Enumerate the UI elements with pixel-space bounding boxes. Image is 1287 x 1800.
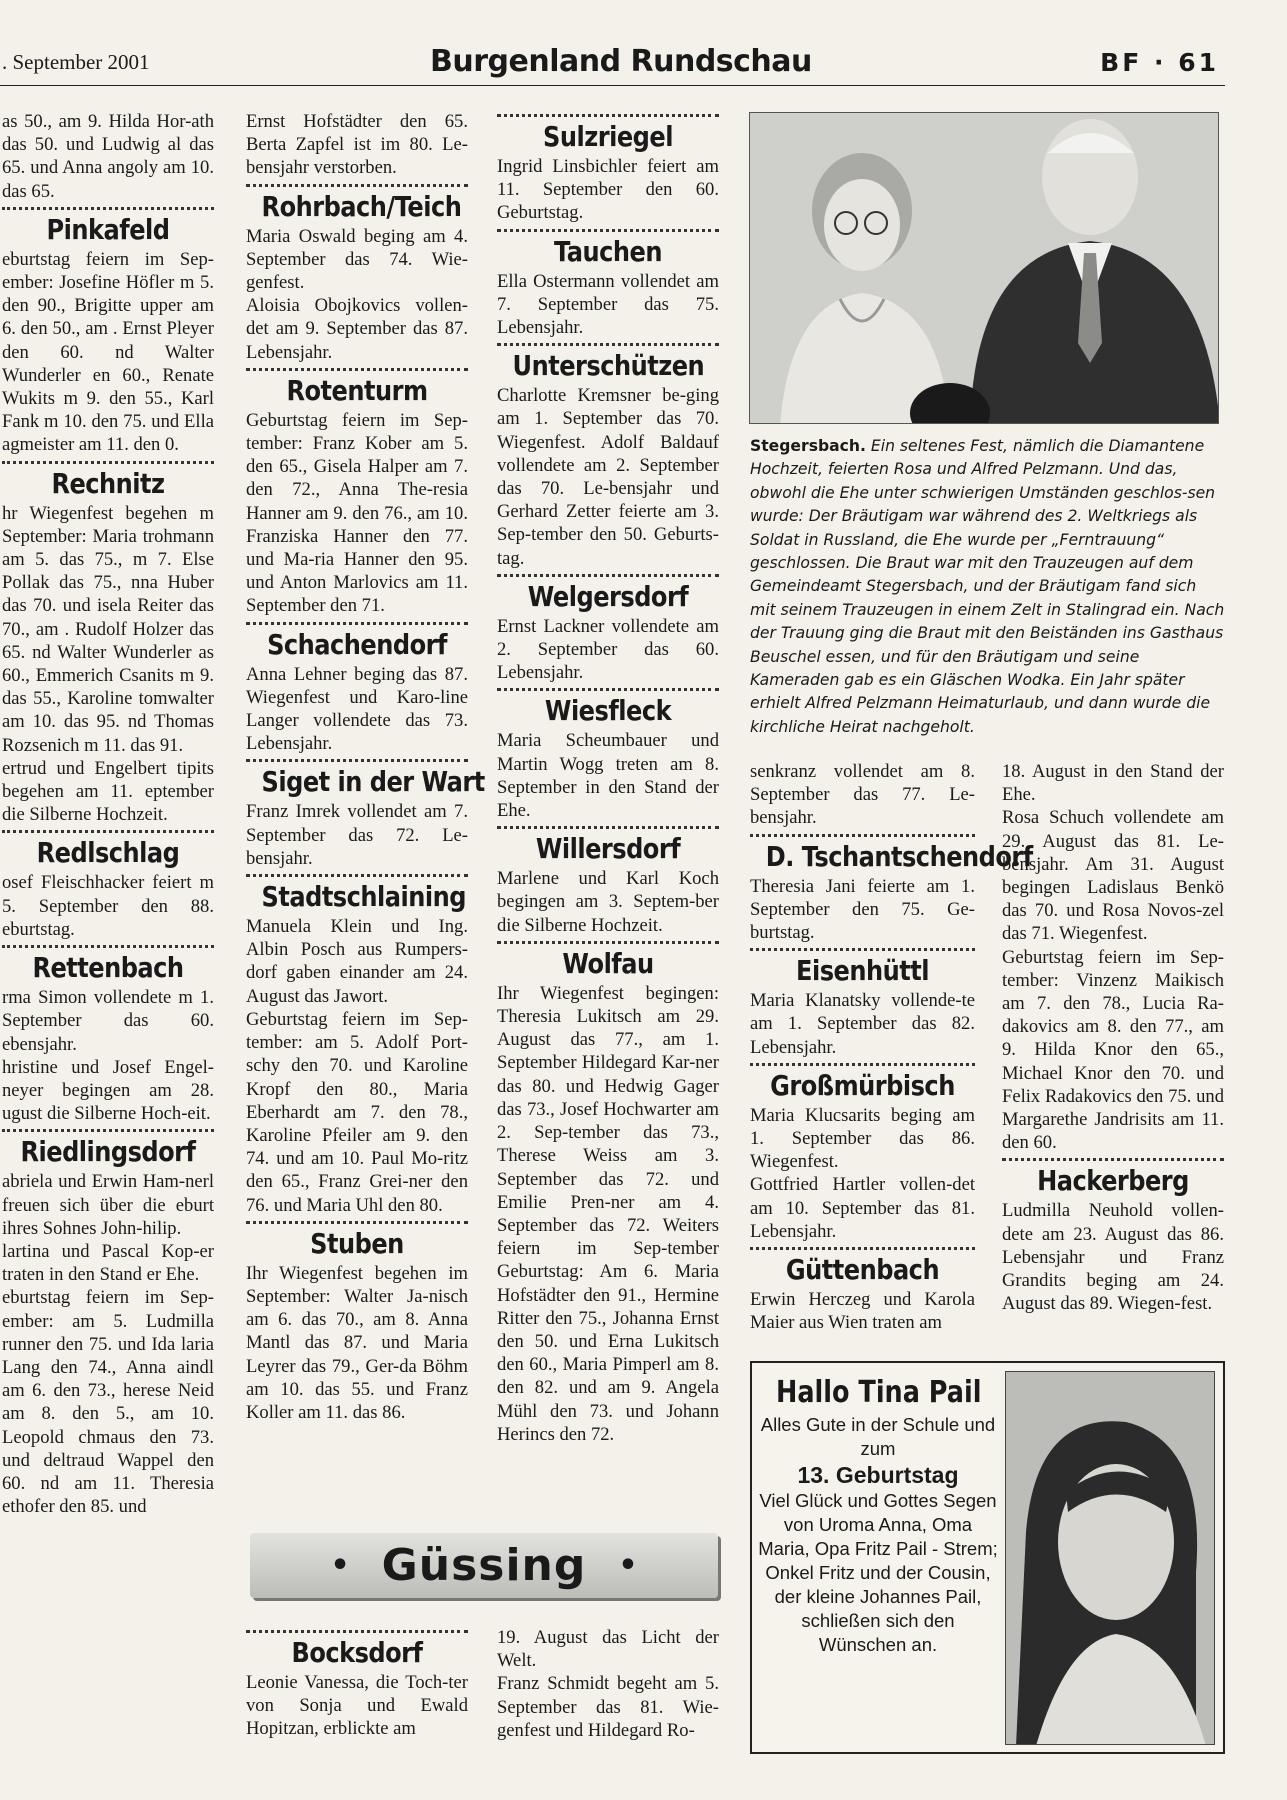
- greeting-text: [758, 1373, 998, 1657]
- greeting-line-1: Alles Gute in der Schule und zum: [760, 1414, 996, 1459]
- news-paragraph: as 50., am 9. Hilda Hor-ath das 50. und Ludwig al das 65. und Anna angoly am 10. das 65.: [2, 111, 214, 202]
- locality-heading: Rechnitz: [51, 466, 165, 500]
- locality-heading: Wiesfleck: [544, 694, 672, 728]
- news-paragraph: Ihr Wiegenfest begehen im September: Walter Ja-nisch am 6. das 70., am 8. Anna Mantl das 87. und Maria Leyrer das 79., Ger-da Böhm am 10. das 55. und Franz Koller am 11. das 86.: [246, 1262, 468, 1423]
- locality-heading: Bocksdorf: [291, 1636, 423, 1669]
- banner-title: Güssing: [381, 1540, 587, 1591]
- news-paragraph: 19. August das Licht der Welt.: [497, 1627, 719, 1672]
- news-paragraph: Geburtstag feiern im Sep-tember: Vinzenz Maikisch am 7. den 78., Lucia Ra-dakovics am 8. den 77., am 9. Hilda Knor den 65., Michael Knor den 70. und Felix Radakovics den 75. und Margarethe Jandrisits am 11. den 60.: [1002, 946, 1224, 1154]
- caption-place: Stegersbach.: [750, 437, 866, 455]
- dotted-separator: [246, 1630, 468, 1633]
- news-paragraph: Aloisia Obojkovics vollen-det am 9. September das 87. Lebensjahr.: [246, 295, 468, 363]
- news-paragraph: Ella Ostermann vollendet am 7. September das 75. Lebensjahr.: [497, 270, 719, 339]
- dotted-separator: [246, 622, 468, 625]
- couple-photo: [749, 112, 1219, 424]
- dotted-separator: [246, 759, 468, 762]
- locality-heading: Stuben: [310, 1226, 404, 1260]
- locality-heading: Rohrbach/Teich: [261, 189, 462, 223]
- news-paragraph: Erwin Herczeg und Karola Maier aus Wien traten am: [750, 1289, 975, 1334]
- dotted-separator: [246, 874, 468, 877]
- dotted-separator: [246, 1221, 468, 1224]
- column-4: [750, 760, 1033, 1334]
- issue-date: . September 2001: [2, 50, 150, 74]
- dotted-separator: [497, 343, 719, 346]
- banner-bullet-right: •: [618, 1548, 638, 1583]
- news-paragraph: ertrud und Engelbert tipits begehen am 11. eptember die Silberne Hochzeit.: [2, 757, 214, 826]
- dotted-separator: [750, 1247, 975, 1250]
- dotted-separator: [497, 114, 719, 117]
- news-paragraph: Ludmilla Neuhold vollen-dete am 23. August das 86. Lebensjahr und Franz Grandits beging am 24. August das 89. Wiegen-fest.: [1002, 1200, 1224, 1315]
- news-paragraph: Marlene und Karl Koch begingen am 3. Septem-ber die Silberne Hochzeit.: [497, 868, 719, 936]
- column-2: [246, 110, 485, 1424]
- dotted-separator: [750, 1063, 975, 1066]
- news-paragraph: Leonie Vanessa, die Toch-ter von Sonja und Ewald Hopitzan, erblickte am: [246, 1672, 468, 1740]
- locality-heading: Sulzriegel: [543, 120, 673, 153]
- dotted-separator: [497, 229, 719, 232]
- news-paragraph: hr Wiegenfest begehen m September: Maria trohmann am 5. das 75., m 7. Else Pollak das 75., nna Huber das 70. und isela Reiter das 70., am . Rudolf Holzer das 65. nd Walter Wunderler as 60., Emmerich Csanits m 9. das 55., Karoline tomwalter am 10. das 95. nd Thomas Rozsenich m 11. das 91.: [2, 502, 214, 756]
- news-paragraph: Maria Klanatsky vollende-te am 1. September das 82. Lebensjahr.: [750, 990, 975, 1058]
- news-paragraph: abriela und Erwin Ham-nerl freuen sich über die eburt ihres Sohnes John-hilip.: [2, 1171, 214, 1239]
- locality-heading: Güttenbach: [785, 1253, 940, 1287]
- news-paragraph: Anna Lehner beging das 87. Wiegenfest und Karo-line Langer vollendete das 73. Lebensjahr.: [246, 663, 468, 755]
- locality-heading: Stadtschlaining: [261, 880, 466, 914]
- news-paragraph: Geburtstag feiern im Sep-tember: am 5. Adolf Port-schy den 70. und Karoline Kropf den 80., Maria Eberhardt am 7. den 78., Karoline Pfeiler am 9. den 74. und am 10. Paul Mo-ritz den 65., Franz Grei-ner den 76. und Maria Uhl den 80.: [246, 1008, 468, 1216]
- dotted-separator: [750, 948, 975, 951]
- locality-heading: Unterschützen: [512, 349, 705, 383]
- photo-caption: [750, 435, 1225, 739]
- news-paragraph: eburtstag feiern im Sep-ember: Josefine Höfler m 5. den 90., Brigitte upper am 6. den 50., am . Ernst Pleyer den 60. nd Walter Wunderler en 60., Renate Wukits m 9. den 55., Karl Fank m 10. den 75. und Ella agmeister am 11. den 0.: [2, 248, 214, 456]
- locality-heading: Siget in der Wart: [261, 765, 485, 799]
- greeting-title: Hallo Tina Pail: [776, 1375, 982, 1410]
- locality-heading: Tauchen: [553, 234, 662, 268]
- news-paragraph: 18. August in den Stand der Ehe.: [1002, 761, 1224, 806]
- dotted-separator: [2, 207, 214, 210]
- news-paragraph: Charlotte Kremsner be-ging am 1. September das 70. Wiegenfest. Adolf Baldauf vollendete am 2. September das 70. Le-bensjahr und Gerhard Zetter feierte am 3. Sep-tember den 50. Geburts-tag.: [497, 385, 719, 569]
- birthday-greeting-box: [750, 1361, 1225, 1754]
- guessing-column-1: [246, 1626, 468, 1741]
- dotted-separator: [2, 945, 214, 948]
- locality-heading: Willersdorf: [535, 832, 681, 866]
- section-banner-guessing: [250, 1533, 718, 1598]
- locality-heading: Großmürbisch: [770, 1068, 955, 1102]
- news-paragraph: Geburtstag feiern im Sep-tember: Franz Kober am 5. den 65., Gisela Halper am 7. den 72., Anna The-resia Hanner am 9. den 76., am 10. Franziska Hanner den 77. und Ma-ria Hanner den 95. und Anton Marlovics am 11. September den 71.: [246, 409, 468, 617]
- locality-heading: Wolfau: [562, 946, 654, 980]
- locality-heading: D. Tschantschendorf: [765, 839, 1033, 873]
- news-paragraph: lartina und Pascal Kop-er traten in den Stand er Ehe.: [2, 1240, 214, 1286]
- dotted-separator: [497, 826, 719, 829]
- column-3: [497, 110, 719, 1446]
- locality-heading: Riedlingsdorf: [20, 1135, 196, 1169]
- locality-heading: Redlschlag: [36, 836, 180, 870]
- locality-heading: Eisenhüttl: [796, 954, 929, 988]
- dotted-separator: [2, 1129, 214, 1132]
- news-paragraph: Franz Imrek vollendet am 7. September das 72. Le-bensjahr.: [246, 801, 468, 869]
- girl-portrait-photo: [1005, 1371, 1215, 1745]
- page-number: BF · 61: [1100, 48, 1219, 77]
- news-paragraph: rma Simon vollendete m 1. September das 60. ebensjahr.: [2, 987, 214, 1055]
- dotted-separator: [2, 830, 214, 833]
- greeting-line-2: Viel Glück und Gottes Segen von Uroma Anna, Oma Maria, Opa Fritz Pail - Strem; Onkel Fritz und der Cousin, der kleine Johannes Pail, schließen sich den Wünschen an.: [758, 1490, 998, 1655]
- news-paragraph: eburtstag feiern im Sep-ember: am 5. Ludmilla runner den 75. und Ida laria Lang den 74., Anna aindl am 6. den 73., herese Neid am 8. den 5., am 10. Leopold chmaus den 73. und deltraud Wappel den 60. nd am 11. Theresia ethofer den 85. und: [2, 1287, 214, 1518]
- locality-heading: Schachendorf: [267, 627, 447, 661]
- news-paragraph: Maria Scheumbauer und Martin Wogg treten am 8. September in den Stand der Ehe.: [497, 730, 719, 822]
- news-paragraph: Maria Klucsarits beging am 1. September das 86. Wiegenfest.: [750, 1104, 975, 1173]
- locality-heading: Welgersdorf: [527, 579, 689, 613]
- dotted-separator: [246, 184, 468, 187]
- news-paragraph: hristine und Josef Engel-neyer begingen am 28. ugust die Silberne Hoch-eit.: [2, 1056, 214, 1125]
- news-paragraph: senkranz vollendet am 8. September das 77. Le-bensjahr.: [750, 761, 975, 829]
- news-paragraph: Manuela Klein und Ing. Albin Posch aus Rumpers-dorf gaben einander am 24. August das Jawort.: [246, 916, 468, 1007]
- dotted-separator: [750, 834, 975, 837]
- greeting-birthday: 13. Geburtstag: [797, 1462, 959, 1488]
- news-paragraph: Maria Oswald beging am 4. September das 74. Wie-genfest.: [246, 225, 468, 294]
- locality-heading: Hackerberg: [1037, 1164, 1189, 1198]
- caption-text: Ein seltenes Fest, nämlich die Diamantene Hochzeit, feierten Rosa und Alfred Pelzmann. Und das, obwohl die Ehe unter schwierigen Umständen geschlos-sen wurde: Der Bräutigam war während des 2. Weltkriegs als Soldat in Russland, die Ehe wurde per „Ferntrauung“ geschlossen. Die Braut war mit den Trauzeugen auf dem Gemeindeamt Stegersbach, und der Bräutigam fand sich mit seinem Trauzeugen in einem Zelt in Stalingrad ein. Nach der Trauung ging die Braut mit den Beiständen ins Gasthaus Beuschel essen, und für den Bräutigam und seine Kameraden gab es ein Gläschen Wodka. Ein Jahr später erhielt Alfred Pelzmann Heimaturlaub, und dann wurde die kirchliche Heirat nachgeholt.: [750, 437, 1225, 736]
- column-5: [1002, 760, 1224, 1315]
- dotted-separator: [497, 574, 719, 577]
- news-paragraph: Rosa Schuch vollendete am 29. August das 81. Le-bensjahr. Am 31. August begingen Ladislaus Benkö das 70. und Rosa Novos-zel das 71. Wiegenfest.: [1002, 807, 1224, 945]
- news-paragraph: Ihr Wiegenfest begingen: Theresia Lukitsch am 29. August das 77., am 1. September Hildegard Kar-ner das 80. und Hedwig Gager das 73., Josef Hochwarter am 2. Sep-tember das 73., Therese Weiss am 3. September das 72. und Emilie Pren-ner am 4. September das 72. Weiters feiern im Sep-tember Geburtstag: Am 6. Maria Hofstädter den 91., Hermine Ritter den 75., Johanna Ernst den 50. und Erna Lukitsch den 60., Maria Pimperl am 8. den 82. und am 9. Angela Mühl den 73. und Johann Herincs den 72.: [497, 982, 719, 1445]
- news-paragraph: Franz Schmidt begeht am 5. September das 81. Wie-genfest und Hildegard Ro-: [497, 1673, 719, 1741]
- couple-photo-image: [750, 113, 1219, 424]
- newspaper-title: Burgenland Rundschau: [430, 44, 812, 79]
- girl-portrait-image: [1006, 1372, 1215, 1745]
- dotted-separator: [497, 688, 719, 691]
- dotted-separator: [1002, 1158, 1224, 1161]
- news-paragraph: osef Fleischhacker feiert m 5. September den 88. eburtstag.: [2, 872, 214, 940]
- dotted-separator: [246, 368, 468, 371]
- news-paragraph: Ingrid Linsbichler feiert am 11. September den 60. Geburtstag.: [497, 156, 719, 224]
- locality-heading: Pinkafeld: [46, 212, 170, 246]
- column-1: [2, 110, 214, 1518]
- news-paragraph: Gottfried Hartler vollen-det am 10. September das 81. Lebensjahr.: [750, 1174, 975, 1242]
- locality-heading: Rettenbach: [32, 951, 184, 985]
- news-paragraph: Ernst Lackner vollendete am 2. September das 60. Lebensjahr.: [497, 615, 719, 684]
- locality-heading: Rotenturm: [286, 373, 428, 407]
- page-header: [0, 44, 1225, 86]
- dotted-separator: [2, 461, 214, 464]
- guessing-column-2: [497, 1626, 719, 1742]
- dotted-separator: [497, 941, 719, 944]
- news-paragraph: Ernst Hofstädter den 65. Berta Zapfel ist im 80. Le-bensjahr verstorben.: [246, 111, 468, 179]
- banner-bullet-left: •: [330, 1548, 350, 1583]
- news-paragraph: Theresia Jani feierte am 1. September den 75. Ge-burtstag.: [750, 875, 975, 944]
